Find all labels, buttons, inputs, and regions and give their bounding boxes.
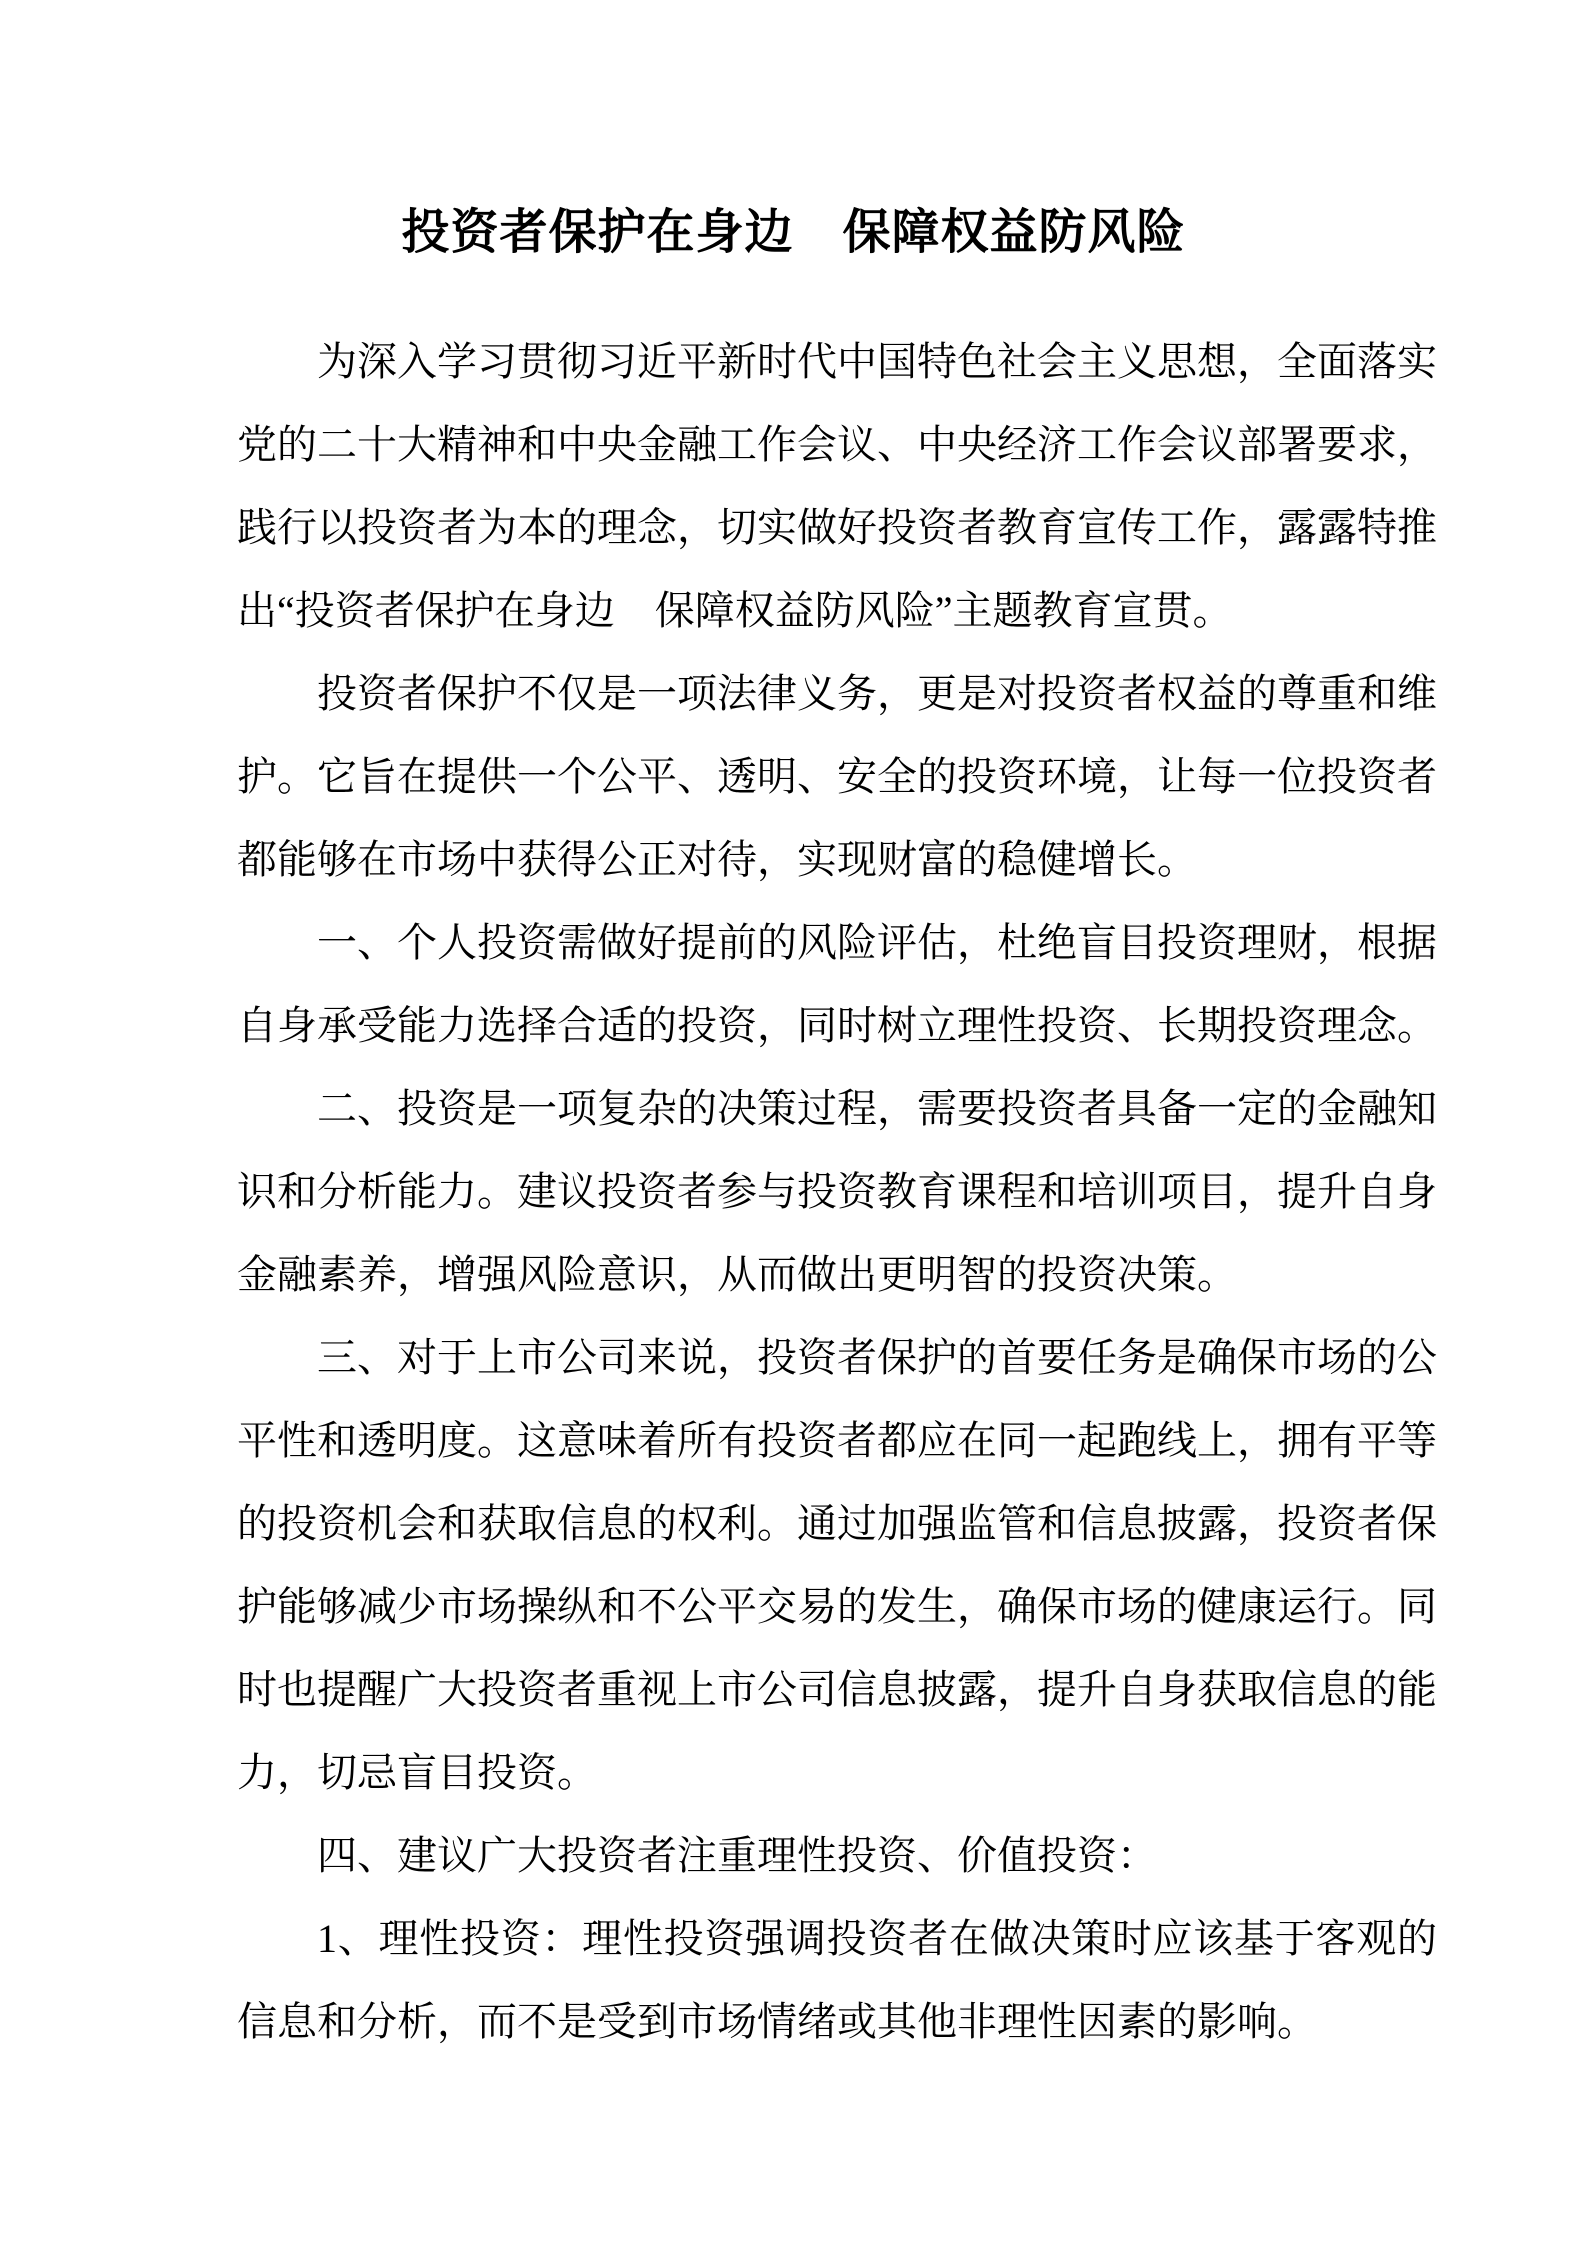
paragraph-sub-1 [237,1897,1437,2063]
text-line: 出“投资者保护在身边 保障权益防风险”主题教育宣贯。 [237,588,1233,633]
text-line: 平性和透明度。这意味着所有投资者都应在同一起跑线上，拥有平等 [237,1418,1437,1463]
text-line: 党的二十大精神和中央金融工作会议、中央经济工作会议部署要求， [237,422,1437,467]
text-line: 1、理性投资：理性投资强调投资者在做决策时应该基于客观的 [317,1916,1437,1961]
text-line: 为深入学习贯彻习近平新时代中国特色社会主义思想，全面落实 [317,339,1437,384]
text-line: 护。它旨在提供一个公平、透明、安全的投资环境，让每一位投资者 [237,754,1437,799]
text-line: 金融素养，增强风险意识，从而做出更明智的投资决策。 [237,1252,1237,1297]
paragraph-point-2 [237,1067,1437,1316]
text-line: 都能够在市场中获得公正对待，实现财富的稳健增长。 [237,837,1197,882]
text-line: 二、投资是一项复杂的决策过程，需要投资者具备一定的金融知 [317,1086,1437,1131]
text-line: 四、建议广大投资者注重理性投资、价值投资： [317,1833,1157,1878]
text-line: 信息和分析，而不是受到市场情绪或其他非理性因素的影响。 [237,1999,1317,2044]
text-line: 践行以投资者为本的理念，切实做好投资者教育宣传工作，露露特推 [237,505,1437,550]
paragraph-protection [237,652,1437,901]
text-line: 力，切忌盲目投资。 [237,1750,597,1795]
text-line: 护能够减少市场操纵和不公平交易的发生，确保市场的健康运行。同 [237,1584,1437,1629]
paragraph-point-1 [237,901,1437,1067]
text-line: 自身承受能力选择合适的投资，同时树立理性投资、长期投资理念。 [237,1003,1437,1048]
paragraph-point-3 [237,1316,1437,1814]
text-line: 时也提醒广大投资者重视上市公司信息披露，提升自身获取信息的能 [237,1667,1437,1712]
text-line: 三、对于上市公司来说，投资者保护的首要任务是确保市场的公 [317,1335,1437,1380]
document-body [237,320,1437,2063]
paragraph-intro [237,320,1437,652]
document-title: 投资者保护在身边 保障权益防风险 [401,206,1186,259]
text-line: 的投资机会和获取信息的权利。通过加强监管和信息披露，投资者保 [237,1501,1437,1546]
paragraph-point-4 [237,1814,1437,1897]
text-line: 识和分析能力。建议投资者参与投资教育课程和培训项目，提升自身 [237,1169,1437,1214]
text-line: 投资者保护不仅是一项法律义务，更是对投资者权益的尊重和维 [317,671,1437,716]
text-line: 一、个人投资需做好提前的风险评估，杜绝盲目投资理财，根据 [317,920,1437,965]
